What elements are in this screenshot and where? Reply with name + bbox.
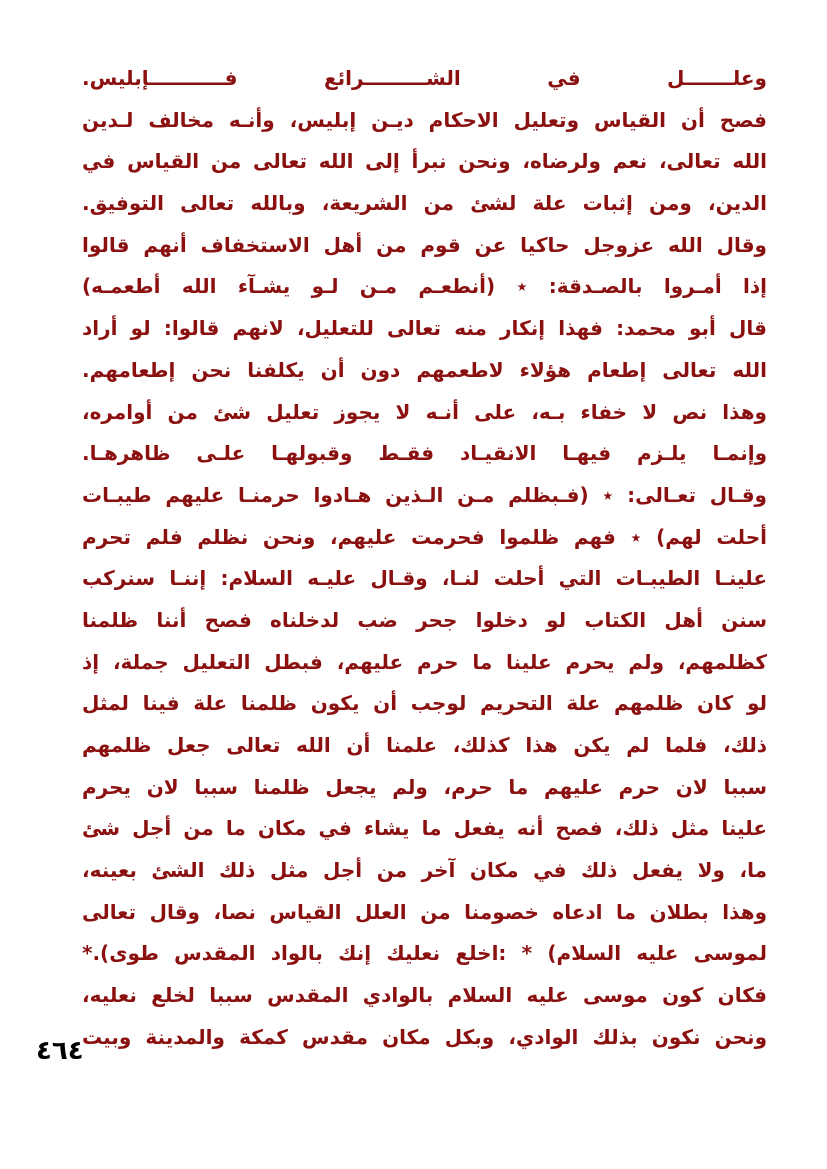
page-number: ٤٦٤: [36, 1036, 84, 1066]
text-line: الدين، ومن إثبات علة لشئ من الشريعة، وبالله تعالى التوفيق.: [82, 191, 767, 216]
text-line: سنن أهل الكتاب لو دخلوا جحر ضب لدخلناه فصح أننا ظلمنا: [82, 607, 767, 632]
text-line: وقـال تعـالى: ٭ (فـبظلم مـن الـذين هـادوا حرمنـا عليهم طيبـات: [82, 482, 767, 507]
text-line: ونحن نكون بذلك الوادي، وبكل مكان مقدس كمكة والمدينة وبيت: [82, 1024, 767, 1049]
text-line: ما، ولا يفعل ذلك في مكان آخر من أجل مثل ذلك الشئ بعينه،: [82, 858, 767, 883]
text-line: لموسى عليه السلام) * :اخلع نعليك إنك بالواد المقدس طوى).*: [82, 941, 767, 966]
text-line: لو كان ظلمهم علة التحريم لوجب أن يكون ظلمنا علة فينا لمثل: [82, 691, 767, 716]
text-line: ذلك، فلما لم يكن هذا كذلك، علمنا أن الله تعالى جعل ظلمهم: [82, 733, 767, 757]
text-line: علينـا الطيبـات التي أحلت لنـا، وقـال عليـه السلام: إننـا سنركب: [82, 566, 767, 591]
text-line: الله تعالى إطعام هؤلاء لاطعمهم دون أن يكلفنا نحن إطعامهم.: [82, 357, 767, 382]
text-line: فكان كون موسى عليه السلام بالوادي المقدس سببا لخلع نعليه،: [82, 983, 767, 1008]
text-line: كظلمهم، ولم يحرم علينا ما حرم عليهم، فبطل التعليل جملة، إذ: [82, 649, 767, 674]
text-line: وهذا نص لا خفاء بـه، على أنـه لا يجوز تعليل شئ من أوامره،: [82, 399, 767, 424]
body-text: [82, 58, 767, 1059]
text-line: علينا مثل ذلك، فصح أنه يفعل ما يشاء في مكان ما من أجل شئ: [82, 816, 767, 841]
text-line: وهذا بطلان ما ادعاه خصومنا من العلل القياس نصا، وقال تعالى: [82, 899, 767, 924]
text-line: وعلـــــــل في الشـــــــــرائع فـــــــــــإبليس.: [82, 66, 767, 90]
text-line: إذا أمـروا بالصـدقة: ٭ (أنطعـم مـن لـو يشـآء الله أطعمـه): [82, 274, 767, 299]
text-line: الله تعالى، نعم ولرضاه، ونحن نبرأ إلى الله تعالى من القياس في: [82, 149, 767, 174]
text-line: فصح أن القياس وتعليل الاحكام ديـن إبليس، وأنـه مخالف لـدين: [82, 107, 767, 132]
text-line: قال أبو محمد: فهذا إنكار منه تعالى للتعليل، لانهم قالوا: لو أراد: [82, 316, 767, 341]
text-line: أحلت لهم) ٭ فهم ظلموا فحرمت عليهم، ونحن نظلم فلم تحرم: [82, 524, 767, 549]
text-line: وقال الله عزوجل حاكيا عن قوم من أهل الاستخفاف أنهم قالوا: [82, 232, 767, 257]
text-line: سببا لان حرم عليهم ما حرم، ولم يجعل ظلمنا سببا لان يحرم: [82, 774, 767, 799]
text-line: وإنمـا يلـزم فيهـا الانقيـاد فقـط وقبولهـا علـى ظاهرهـا.: [82, 441, 767, 466]
